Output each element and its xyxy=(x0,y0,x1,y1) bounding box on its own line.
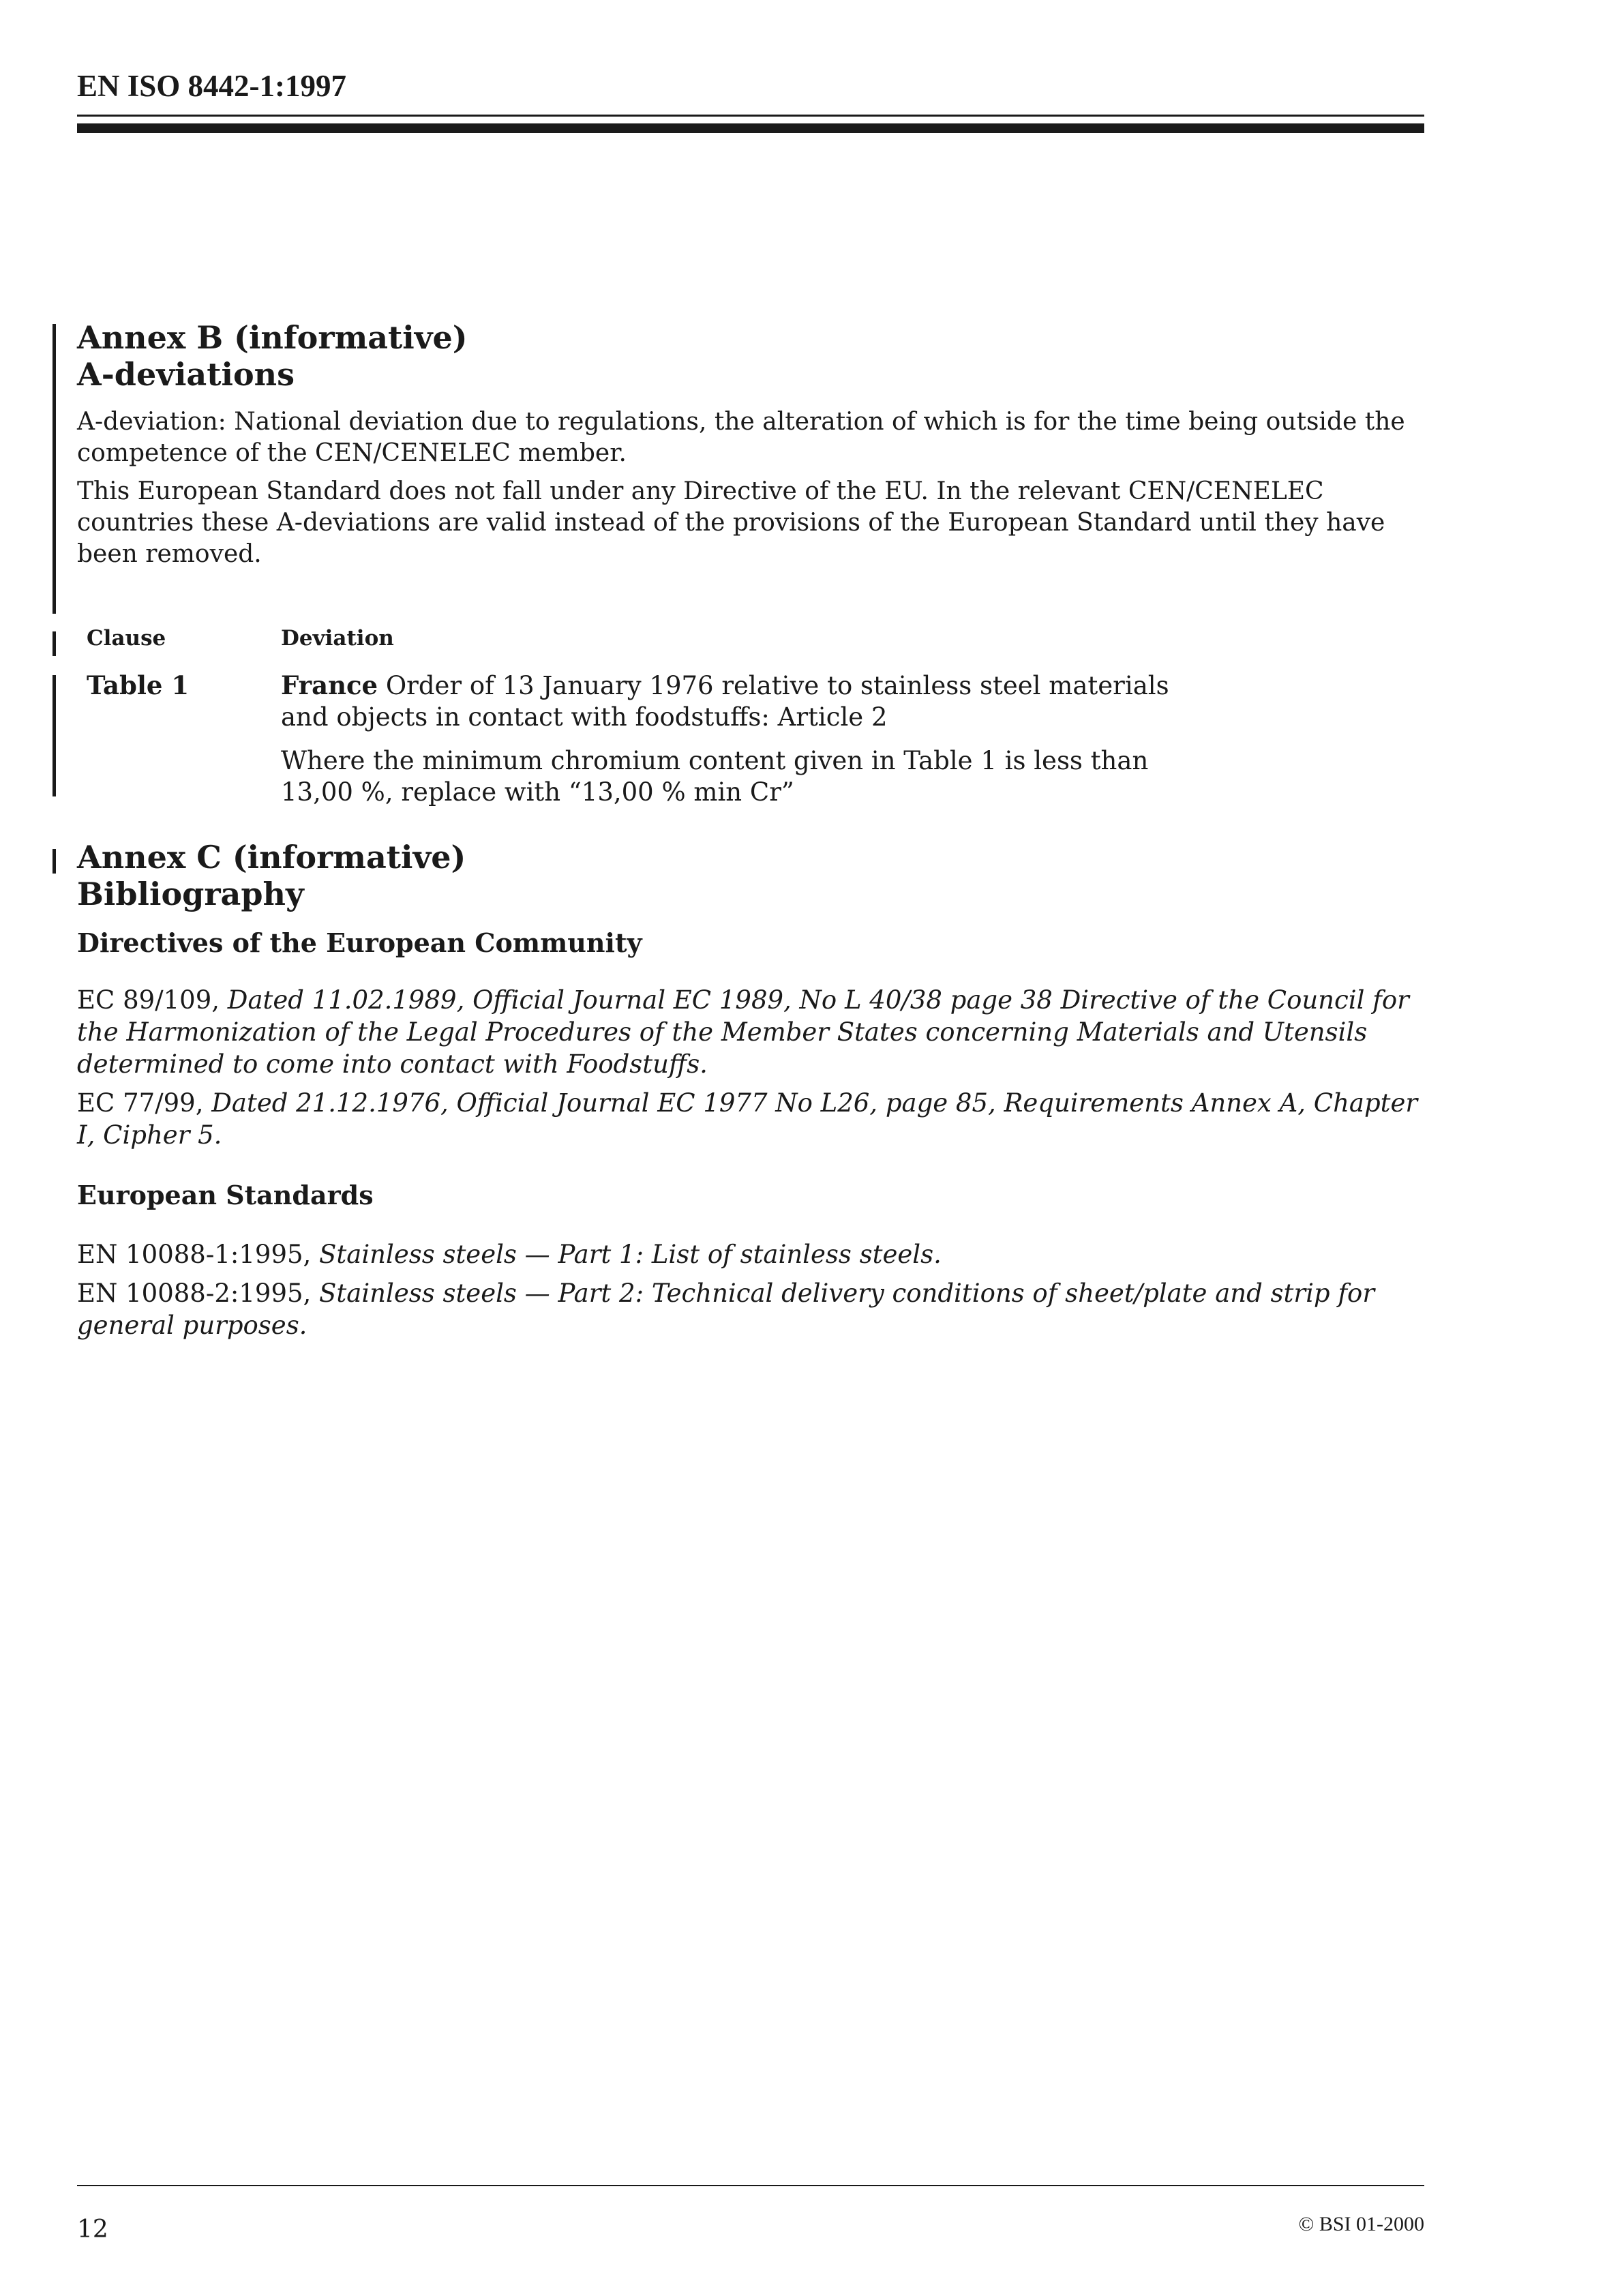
annex-c-subtitle: Bibliography xyxy=(77,876,304,912)
change-bar xyxy=(52,324,56,614)
annex-c-title: Annex C (informative) xyxy=(77,839,466,876)
deviation-text: Order of 13 January 1976 relative to stainless steel materials and objects in contact with foodstuffs: Article 2 xyxy=(281,671,1169,732)
reference-code: EN 10088-2:1995, xyxy=(77,1279,320,1308)
header-rule-thin xyxy=(77,115,1424,117)
reference-title: Stainless steels — Part 1: List of stainless steels. xyxy=(319,1240,942,1269)
table-cell-deviation xyxy=(281,670,1188,733)
table-header-clause: Clause xyxy=(87,626,166,651)
bibliography-entry xyxy=(77,1238,1430,1270)
change-bar xyxy=(52,631,56,656)
table-header-deviation: Deviation xyxy=(281,626,394,651)
annex-b-heading xyxy=(77,319,468,393)
annex-b-paragraph-1: A-deviation: National deviation due to regulations, the alteration of which is for the time being outside the competence of the CEN/CENELEC member. xyxy=(77,408,1405,467)
table-cell-deviation-note: Where the minimum chromium content given in Table 1 is less than 13,00 %, replace with “13,00 % min Cr” xyxy=(281,746,1149,807)
reference-code: EC 89/109, xyxy=(77,985,228,1015)
annex-b-title: Annex B (informative) xyxy=(77,319,468,356)
reference-code: EN 10088-1:1995, xyxy=(77,1240,320,1269)
header-rule-thick xyxy=(77,123,1424,133)
table-cell-clause: Table 1 xyxy=(87,670,190,700)
bibliography-subheading-standards: European Standards xyxy=(77,1180,374,1210)
page-number: 12 xyxy=(77,2216,108,2243)
reference-code: EC 77/99, xyxy=(77,1088,212,1118)
bibliography-entry xyxy=(77,1277,1430,1341)
bibliography-subheading-directives: Directives of the European Community xyxy=(77,927,642,958)
change-bar xyxy=(52,849,56,874)
reference-title: Dated 21.12.1976, Official Journal EC 1977 No L26, page 85, Requirements Annex A, Chapter I, Cipher 5. xyxy=(77,1088,1418,1150)
reference-title: Dated 11.02.1989, Official Journal EC 1989, No L 40/38 page 38 Directive of the Council for the Harmonization of the Legal Procedures of the Member States concerning Materials and Utensils determined to come into contact with Foodstuffs. xyxy=(77,985,1409,1079)
reference-title: Stainless steels — Part 2: Technical delivery conditions of sheet/plate and strip for general purposes. xyxy=(77,1279,1375,1340)
annex-b-subtitle: A-deviations xyxy=(77,356,295,393)
footer-rule xyxy=(77,2185,1424,2186)
annex-b-paragraph-2: This European Standard does not fall under any Directive of the EU. In the relevant CEN/CENELEC countries these A-deviations are valid instead of the provisions of the European Standard until they have been removed. xyxy=(77,477,1385,568)
change-bar xyxy=(52,675,56,796)
annex-c-heading xyxy=(77,839,466,912)
deviation-country: France xyxy=(281,670,378,700)
bibliography-entry xyxy=(77,984,1430,1080)
copyright-notice: © BSI 01-2000 xyxy=(1298,2213,1424,2235)
bibliography-entry xyxy=(77,1087,1430,1151)
standard-number: EN ISO 8442-1:1997 xyxy=(77,69,347,103)
